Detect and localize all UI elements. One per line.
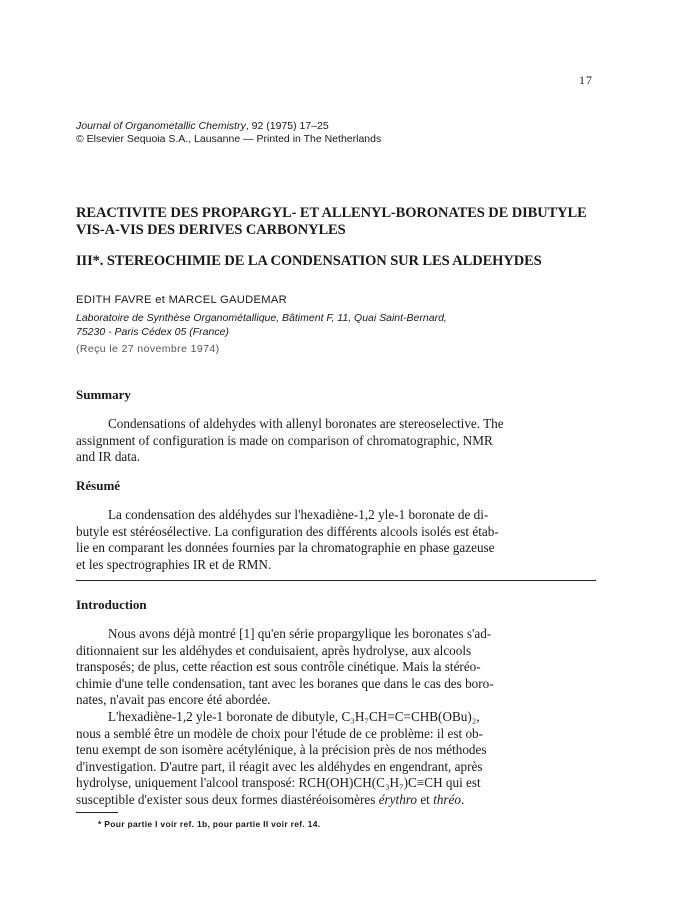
author-block: [76, 293, 616, 356]
resume-heading: Résumé: [76, 478, 121, 493]
summary-line: and IR data.: [76, 449, 141, 465]
intro-line: nous a semblé être un modèle de choix pour l'étude de ce problème: il est ob-: [76, 725, 484, 741]
intro-line: nates, n'avait pas encore été abordée.: [76, 692, 271, 708]
journal-name: Journal of Organometallic Chemistry: [76, 120, 246, 132]
author-names: EDITH FAVRE et MARCEL GAUDEMAR: [76, 294, 288, 306]
page-number: 17: [579, 73, 593, 87]
erythro-term: érythro: [378, 791, 418, 807]
section-divider: [76, 580, 596, 581]
intro-line: Nous avons déjà montré [1] qu'en série propargylique les boronates s'ad-: [108, 626, 492, 641]
intro-line: chimie d'une telle condensation, tant avec les boranes que dans le cas des boro-: [76, 675, 494, 691]
article-title-line-1: REACTIVITE DES PROPARGYL- ET ALLENYL-BORONATES DE DIBUTYLE: [76, 205, 587, 221]
resume-line: La condensation des aldéhydes sur l'hexadiène-1,2 yle-1 boronate de di-: [108, 507, 489, 522]
resume-line: butyle est stéréosélective. La configuration des différents alcools isolés est étab-: [76, 523, 499, 539]
journal-header: [76, 120, 596, 146]
intro-line: tenu exempt de son isomère acétylénique, à la précision près de nos méthodes: [76, 742, 487, 758]
intro-last-line: [76, 792, 595, 809]
resume-line: lie en comparant les données fournies par la chromatographie en phase gazeuse: [76, 540, 495, 556]
conjunction: et: [417, 791, 434, 807]
footnote: * Pour partie I voir ref. 1b, pour partie II voir ref. 14.: [98, 819, 321, 829]
journal-citation: [76, 120, 596, 133]
affiliation-line-2: 75230 - Paris Cédex 05 (France): [76, 326, 229, 338]
summary-heading: Summary: [76, 387, 131, 402]
intro-line: ditionnaient sur les aldéhydes et conduisaient, après hydrolyse, aux alcools: [76, 642, 472, 658]
resume-line: et les spectrographies IR et de RMN.: [76, 556, 272, 572]
article-title-line-2: VIS-A-VIS DES DERIVES CARBONYLES: [76, 222, 346, 238]
introduction-paragraph: [76, 626, 595, 809]
resume-paragraph: [76, 507, 595, 573]
introduction-heading: Introduction: [76, 597, 147, 612]
summary-paragraph: [76, 416, 595, 466]
intro-line: d'investigation. D'autre part, il réagit avec les aldéhydes en engendrant, après: [76, 758, 483, 774]
publisher-line: © Elsevier Sequoia S.A., Lausanne — Printed in The Netherlands: [76, 133, 382, 145]
summary-line: Condensations of aldehydes with allenyl boronates are stereoselective. The: [108, 416, 504, 431]
intro-line: transposés; de plus, cette réaction est sous contrôle cinétique. Mais la stéréo-: [76, 659, 481, 675]
journal-volume: , 92 (1975) 17–25: [245, 120, 329, 132]
intro-line: L'hexadiène-1,2 yle-1 boronate de dibutyle, C₃H₇CH=C=CHB(OBu)₂,: [108, 708, 480, 724]
received-date: (Reçu le 27 novembre 1974): [76, 343, 220, 355]
period: .: [461, 791, 465, 807]
article-subtitle: III*. STEREOCHIMIE DE LA CONDENSATION SUR LES ALDEHYDES: [76, 253, 542, 269]
affiliation-line-1: Laboratoire de Synthèse Organométallique, Bâtiment F, 11, Quai Saint-Bernard,: [76, 312, 447, 324]
footnote-rule: [76, 812, 118, 813]
intro-last-line-start: susceptible d'exister sous deux formes diastéréoisomères: [76, 791, 379, 807]
threo-term: thréo: [433, 791, 461, 807]
intro-line: hydrolyse, uniquement l'alcool transposé: RCH(OH)CH(C₃H₇)C≡CH qui est: [76, 775, 481, 791]
summary-line: assignment of configuration is made on comparison of chromatographic, NMR: [76, 432, 493, 448]
article-title-block: [76, 205, 616, 270]
